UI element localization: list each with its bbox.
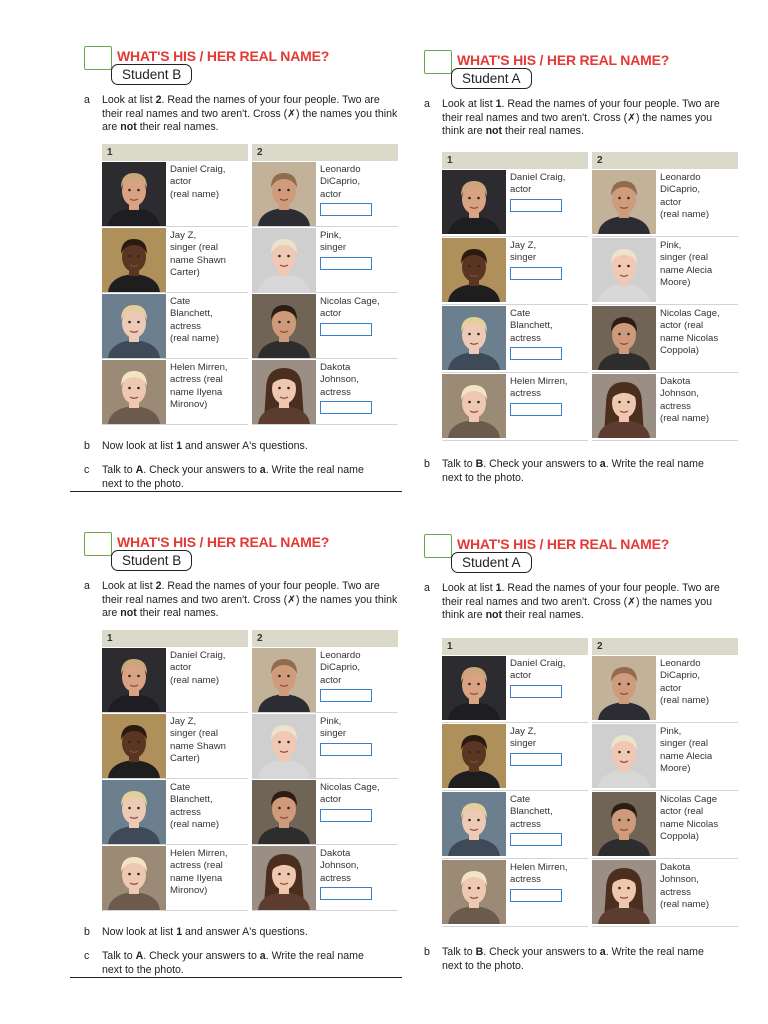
person-info-pink (660, 726, 712, 775)
photo-leo (592, 170, 656, 236)
person-row-nic (252, 779, 398, 845)
answer-box[interactable] (510, 685, 562, 698)
person-name-text: Daniel Craig, actor (real name) (170, 650, 226, 686)
person-name-text: Helen Mirren, actress (510, 376, 568, 400)
person-info-dakota (660, 376, 709, 425)
person-info-leo (660, 172, 709, 221)
person-name-text: Pink, singer (real name Alecia Moore) (660, 726, 713, 774)
person-row-jayz (102, 713, 248, 779)
person-row-helen (442, 373, 588, 441)
photo-nic (592, 792, 656, 858)
person-name-text: Pink, singer (real name Alecia Moore) (660, 240, 713, 288)
answer-box[interactable] (510, 833, 562, 846)
person-name-text: Jay Z, singer (real name Shawn Carter) (170, 716, 226, 764)
person-name-text: Leonardo DiCaprio, actor (real name) (660, 658, 710, 706)
photo-helen (442, 374, 506, 440)
list-1-header: 1 (442, 638, 588, 655)
person-name-text: Helen Mirren, actress (510, 862, 568, 886)
person-name-text: Dakota Johnson, actress (320, 362, 359, 398)
person-info-daniel (170, 650, 225, 687)
list-2-header: 2 (592, 638, 738, 655)
person-info-daniel (170, 164, 225, 201)
photo-leo (592, 656, 656, 722)
person-row-helen (442, 859, 588, 927)
header-box (84, 46, 112, 70)
person-row-jayz (442, 237, 588, 305)
person-name-text: Jay Z, singer (510, 726, 537, 750)
list-1-header: 1 (102, 630, 248, 647)
photo-pink (252, 228, 316, 292)
photo-cate (102, 780, 166, 844)
photo-pink (252, 714, 316, 778)
header-box (424, 50, 452, 74)
card-title: WHAT'S HIS / HER REAL NAME? (117, 48, 330, 64)
person-name-text: Cate Blanchett, actress (510, 308, 553, 344)
person-info-cate (510, 794, 562, 846)
person-name-text: Nicolas Cage actor (real name Nicolas Coppola) (660, 794, 719, 842)
person-row-jayz (442, 723, 588, 791)
answer-box[interactable] (320, 401, 372, 414)
photo-dakota (252, 360, 316, 424)
photo-daniel (442, 170, 506, 236)
photo-pink (592, 238, 656, 304)
person-name-text: Helen Mirren, actress (real name Ilyena Mironov) (170, 362, 228, 410)
person-name-text: Nicolas Cage, actor (real name Nicolas Coppola) (660, 308, 720, 356)
list-1-header: 1 (442, 152, 588, 169)
person-row-cate (442, 791, 588, 859)
person-name-text: Leonardo DiCaprio, actor (320, 164, 361, 200)
header-box (84, 532, 112, 556)
person-info-dakota (320, 362, 372, 414)
person-row-cate (102, 779, 248, 845)
person-row-helen (102, 845, 248, 911)
person-row-dakota (252, 845, 398, 911)
list-2-header: 2 (252, 144, 398, 161)
answer-box[interactable] (320, 689, 372, 702)
person-row-nic (592, 305, 738, 373)
answer-box[interactable] (510, 889, 562, 902)
card-title: WHAT'S HIS / HER REAL NAME? (457, 536, 670, 552)
person-info-daniel (510, 658, 565, 698)
divider-line (70, 491, 402, 492)
list-2 (592, 152, 738, 441)
person-name-text: Cate Blanchett, actress (510, 794, 553, 830)
list-1 (442, 152, 588, 441)
person-row-pink (592, 237, 738, 305)
person-info-helen (170, 848, 228, 897)
person-name-text: Helen Mirren, actress (real name Ilyena Mironov) (170, 848, 228, 896)
person-info-jayz (510, 726, 562, 766)
person-row-cate (442, 305, 588, 373)
person-name-text: Nicolas Cage, actor (320, 296, 380, 320)
person-info-helen (510, 376, 568, 416)
list-2 (252, 630, 398, 911)
photo-dakota (252, 846, 316, 910)
person-info-cate (510, 308, 562, 360)
person-name-text: Leonardo DiCaprio, actor (real name) (660, 172, 710, 220)
photo-nic (252, 294, 316, 358)
person-info-cate (170, 296, 219, 345)
student-label: Student A (451, 68, 532, 89)
list-1 (442, 638, 588, 927)
person-info-cate (170, 782, 219, 831)
list-2-header: 2 (592, 152, 738, 169)
photo-jayz (442, 724, 506, 790)
person-row-daniel (442, 169, 588, 237)
answer-box[interactable] (510, 753, 562, 766)
person-row-nic (252, 293, 398, 359)
list-1 (102, 144, 248, 425)
person-name-text: Dakota Johnson, actress (real name) (660, 376, 710, 424)
photo-helen (442, 860, 506, 926)
person-row-dakota (592, 859, 738, 927)
person-row-cate (102, 293, 248, 359)
photo-dakota (592, 860, 656, 926)
person-row-dakota (252, 359, 398, 425)
person-name-text: Nicolas Cage, actor (320, 782, 380, 806)
person-row-leo (592, 169, 738, 237)
person-name-text: Jay Z, singer (real name Shawn Carter) (170, 230, 226, 278)
list-1-header: 1 (102, 144, 248, 161)
answer-box[interactable] (320, 809, 372, 822)
person-row-pink (252, 713, 398, 779)
person-row-helen (102, 359, 248, 425)
answer-box[interactable] (510, 347, 562, 360)
card-title: WHAT'S HIS / HER REAL NAME? (117, 534, 330, 550)
photo-jayz (442, 238, 506, 304)
answer-box[interactable] (320, 743, 372, 756)
person-info-nic (320, 296, 380, 336)
list-2 (252, 144, 398, 425)
person-row-jayz (102, 227, 248, 293)
photo-daniel (442, 656, 506, 722)
person-name-text: Daniel Craig, actor (510, 172, 566, 196)
person-name-text: Daniel Craig, actor (real name) (170, 164, 226, 200)
card-student-b-bottom: WHAT'S HIS / HER REAL NAME? Student B a Look at list 2. Read the names of your four people. Two are their real names and two aren't. Cross (✗) the names you think are not their real names. 1 Daniel Craig, actor (real name) Jay Z, singer (real name Shawn Carter) Cate Blanchett, actress (real name) Helen Mirren, actress (real name Ilyena Mironov) 2 Leonardo DiCaprio, actor Pink, singer Nicolas Cage, actor Dakota Johnson, actress b Now look at list 1 and answer A's questions. c Talk to A. Check your answers to a. Write the real name next to the photo. (84, 532, 400, 992)
student-label: Student B (111, 550, 192, 571)
person-name-text: Cate Blanchett, actress (real name) (170, 782, 220, 830)
person-row-leo (252, 161, 398, 227)
photo-cate (442, 792, 506, 858)
photo-pink (592, 724, 656, 790)
person-name-text: Daniel Craig, actor (510, 658, 566, 682)
photo-daniel (102, 648, 166, 712)
person-row-leo (592, 655, 738, 723)
student-label: Student B (111, 64, 192, 85)
photo-leo (252, 648, 316, 712)
person-row-daniel (102, 161, 248, 227)
answer-box[interactable] (320, 257, 372, 270)
answer-box[interactable] (510, 267, 562, 280)
photo-nic (592, 306, 656, 372)
person-info-leo (660, 658, 709, 707)
person-info-leo (320, 650, 372, 702)
person-info-jayz (510, 240, 562, 280)
person-row-pink (252, 227, 398, 293)
card-student-a-top: WHAT'S HIS / HER REAL NAME? Student A a Look at list 1. Read the names of your four people. Two are their real names and two aren't. Cross (✗) the names you think are not their real names. 1 Daniel Craig, actor Jay Z, singer Cate Blanchett, actress Helen Mirren, actress 2 Leonardo DiCaprio, actor (real name) Pink, singer (real name Alecia Moore) Nicolas Cage, actor (real name Nicolas Coppola) Dakota Johnson, actress (real name) b Talk to B. Check your answers to a. Write the real name next to the photo. (424, 50, 740, 510)
person-name-text: Pink, singer (320, 716, 347, 740)
person-row-pink (592, 723, 738, 791)
list-1 (102, 630, 248, 911)
header-box (424, 534, 452, 558)
photo-helen (102, 846, 166, 910)
person-info-nic (320, 782, 380, 822)
divider-line (70, 977, 402, 978)
person-name-text: Pink, singer (320, 230, 347, 254)
person-info-nic (660, 794, 718, 843)
person-info-pink (320, 230, 372, 270)
person-info-pink (320, 716, 372, 756)
photo-leo (252, 162, 316, 226)
person-info-leo (320, 164, 372, 216)
answer-box[interactable] (320, 323, 372, 336)
person-name-text: Jay Z, singer (510, 240, 537, 264)
person-row-nic (592, 791, 738, 859)
person-info-dakota (660, 862, 709, 911)
card-student-a-bottom: WHAT'S HIS / HER REAL NAME? Student A a Look at list 1. Read the names of your four people. Two are their real names and two aren't. Cross (✗) the names you think are not their real names. 1 Daniel Craig, actor Jay Z, singer Cate Blanchett, actress Helen Mirren, actress 2 Leonardo DiCaprio, actor (real name) Pink, singer (real name Alecia Moore) Nicolas Cage actor (real name Nicolas Coppola) Dakota Johnson, actress (real name) b Talk to B. Check your answers to a. Write the real name next to the photo. (424, 534, 740, 994)
photo-jayz (102, 228, 166, 292)
person-row-leo (252, 647, 398, 713)
answer-box[interactable] (320, 887, 372, 900)
photo-helen (102, 360, 166, 424)
person-row-dakota (592, 373, 738, 441)
answer-box[interactable] (320, 203, 372, 216)
person-info-nic (660, 308, 720, 357)
card-student-b-top: WHAT'S HIS / HER REAL NAME? Student B a Look at list 2. Read the names of your four people. Two are their real names and two aren't. Cross (✗) the names you think are not their real names. 1 Daniel Craig, actor (real name) Jay Z, singer (real name Shawn Carter) Cate Blanchett, actress (real name) Helen Mirren, actress (real name Ilyena Mironov) 2 Leonardo DiCaprio, actor Pink, singer Nicolas Cage, actor Dakota Johnson, actress b Now look at list 1 and answer A's questions. c Talk to A. Check your answers to a. Write the real name next to the photo. (84, 46, 400, 506)
person-info-jayz (170, 716, 226, 765)
photo-dakota (592, 374, 656, 440)
person-info-daniel (510, 172, 565, 212)
person-name-text: Cate Blanchett, actress (real name) (170, 296, 220, 344)
person-name-text: Dakota Johnson, actress (real name) (660, 862, 710, 910)
person-info-pink (660, 240, 712, 289)
photo-cate (442, 306, 506, 372)
person-row-daniel (442, 655, 588, 723)
card-title: WHAT'S HIS / HER REAL NAME? (457, 52, 670, 68)
photo-cate (102, 294, 166, 358)
person-row-daniel (102, 647, 248, 713)
list-2-header: 2 (252, 630, 398, 647)
list-2 (592, 638, 738, 927)
photo-nic (252, 780, 316, 844)
answer-box[interactable] (510, 199, 562, 212)
person-info-jayz (170, 230, 226, 279)
photo-jayz (102, 714, 166, 778)
person-name-text: Leonardo DiCaprio, actor (320, 650, 361, 686)
student-label: Student A (451, 552, 532, 573)
answer-box[interactable] (510, 403, 562, 416)
person-info-helen (510, 862, 568, 902)
person-info-helen (170, 362, 228, 411)
person-info-dakota (320, 848, 372, 900)
photo-daniel (102, 162, 166, 226)
person-name-text: Dakota Johnson, actress (320, 848, 359, 884)
